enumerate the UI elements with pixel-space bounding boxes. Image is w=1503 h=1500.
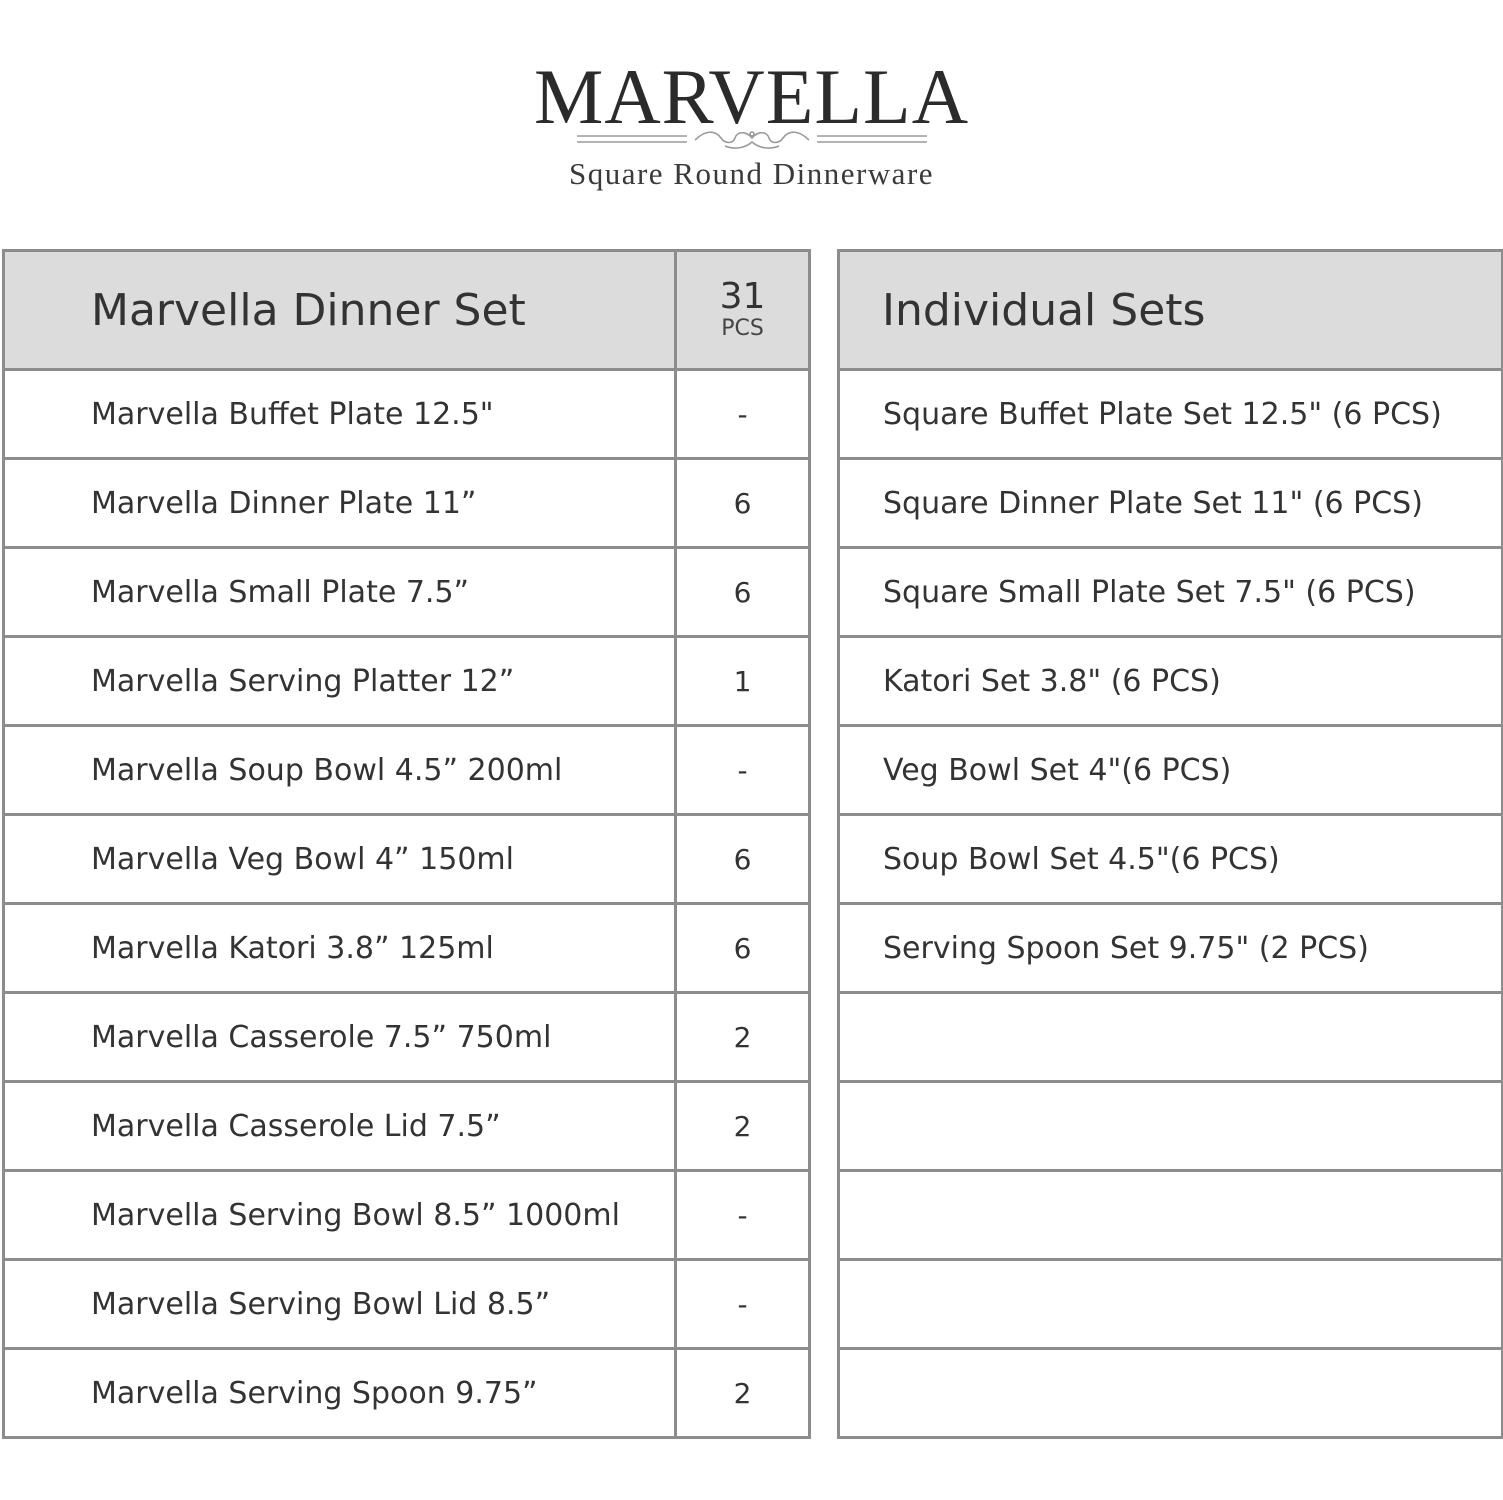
item-qty: -: [676, 726, 810, 815]
individual-sets-title: Individual Sets: [839, 251, 1503, 370]
set-name: [839, 1260, 1503, 1349]
table-row: [839, 1082, 1503, 1171]
item-qty: 6: [676, 459, 810, 548]
table-row: [4, 1171, 810, 1260]
item-qty: 2: [676, 1082, 810, 1171]
set-name: Square Dinner Plate Set 11" (6 PCS): [839, 459, 1503, 548]
item-qty: 6: [676, 904, 810, 993]
item-name: Marvella Buffet Plate 12.5": [4, 370, 676, 459]
item-qty: 6: [676, 548, 810, 637]
table-row: [839, 548, 1503, 637]
item-name: Marvella Casserole Lid 7.5”: [4, 1082, 676, 1171]
brand-logo-text: MARVELLA: [533, 53, 970, 140]
item-qty: 2: [676, 1349, 810, 1438]
table-row: [839, 726, 1503, 815]
table-row: [4, 370, 810, 459]
item-qty: -: [676, 1260, 810, 1349]
set-name: Square Buffet Plate Set 12.5" (6 PCS): [839, 370, 1503, 459]
table-row: [4, 548, 810, 637]
set-name: [839, 993, 1503, 1082]
set-name: Serving Spoon Set 9.75" (2 PCS): [839, 904, 1503, 993]
item-name: Marvella Serving Platter 12”: [4, 637, 676, 726]
item-name: Marvella Small Plate 7.5”: [4, 548, 676, 637]
item-name: Marvella Casserole 7.5” 750ml: [4, 993, 676, 1082]
ornament-divider-icon: [575, 126, 929, 152]
item-name: Marvella Katori 3.8” 125ml: [4, 904, 676, 993]
pcs-count: 31: [719, 276, 766, 317]
individual-sets-header-row: [839, 251, 1503, 370]
set-name: Katori Set 3.8" (6 PCS): [839, 637, 1503, 726]
dinner-set-header-row: [4, 251, 810, 370]
item-qty: 6: [676, 815, 810, 904]
table-row: [4, 1260, 810, 1349]
table-row: [4, 1349, 810, 1438]
set-name: Square Small Plate Set 7.5" (6 PCS): [839, 548, 1503, 637]
table-row: [839, 459, 1503, 548]
pcs-unit: PCS: [721, 316, 764, 341]
item-name: Marvella Dinner Plate 11”: [4, 459, 676, 548]
item-qty: -: [676, 370, 810, 459]
table-row: [839, 815, 1503, 904]
table-row: [839, 993, 1503, 1082]
item-qty: 1: [676, 637, 810, 726]
table-row: [839, 370, 1503, 459]
set-name: [839, 1171, 1503, 1260]
set-name: Soup Bowl Set 4.5"(6 PCS): [839, 815, 1503, 904]
individual-sets-table: [837, 249, 1503, 1439]
set-name: [839, 1082, 1503, 1171]
table-row: [839, 637, 1503, 726]
set-name: [839, 1349, 1503, 1438]
table-row: [4, 726, 810, 815]
item-qty: 2: [676, 993, 810, 1082]
brand-header: [0, 0, 1503, 230]
set-name: Veg Bowl Set 4"(6 PCS): [839, 726, 1503, 815]
table-row: [839, 1349, 1503, 1438]
table-row: [4, 815, 810, 904]
table-row: [839, 904, 1503, 993]
brand-subtitle: Square Round Dinnerware: [568, 156, 935, 191]
table-row: [4, 459, 810, 548]
item-name: Marvella Serving Bowl 8.5” 1000ml: [4, 1171, 676, 1260]
table-row: [839, 1260, 1503, 1349]
table-row: [4, 904, 810, 993]
dinner-set-table: [2, 249, 811, 1439]
item-name: Marvella Soup Bowl 4.5” 200ml: [4, 726, 676, 815]
table-row: [839, 1171, 1503, 1260]
table-row: [4, 993, 810, 1082]
item-name: Marvella Serving Spoon 9.75”: [4, 1349, 676, 1438]
table-row: [4, 637, 810, 726]
dinner-set-title: Marvella Dinner Set: [4, 251, 676, 370]
item-name: Marvella Serving Bowl Lid 8.5”: [4, 1260, 676, 1349]
table-row: [4, 1082, 810, 1171]
pcs-header: [676, 251, 810, 370]
item-qty: -: [676, 1171, 810, 1260]
item-name: Marvella Veg Bowl 4” 150ml: [4, 815, 676, 904]
